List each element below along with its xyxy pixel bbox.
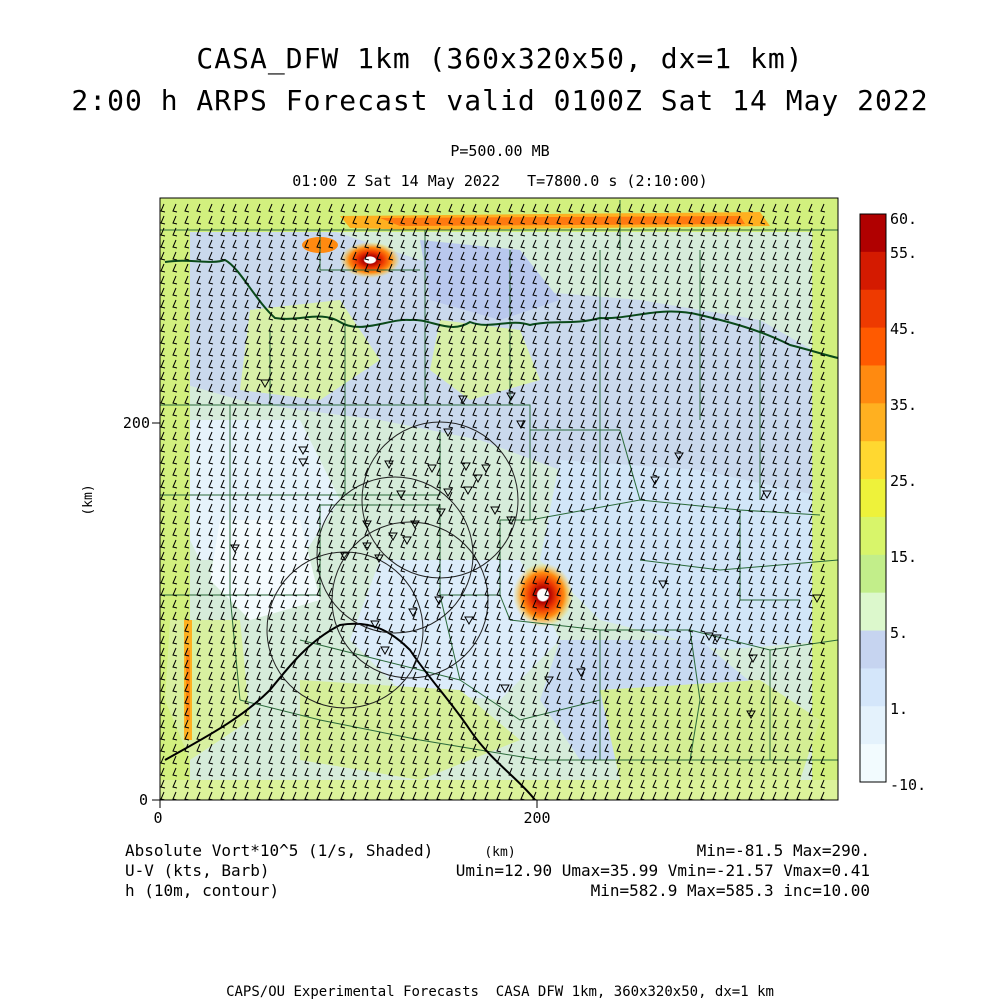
colorbar-swatch	[860, 744, 886, 782]
colorbar-swatch	[860, 668, 886, 706]
colorbar-swatch	[860, 517, 886, 555]
colorbar-label: 15.	[890, 548, 918, 566]
colorbar-swatch	[860, 706, 886, 744]
legend-height: h (10m, contour)	[125, 881, 280, 900]
colorbar-label: 25.	[890, 472, 918, 490]
footer-credit: CAPS/OU Experimental Forecasts CASA DFW 1km, 360x320x50, dx=1 km	[226, 984, 774, 1000]
colorbar-swatch	[860, 403, 886, 441]
colorbar-swatch	[860, 631, 886, 669]
legend-vorticity: Absolute Vort*10^5 (1/s, Shaded)	[125, 841, 434, 860]
colorbar-label: 1.	[890, 700, 909, 718]
colorbar-swatch	[860, 290, 886, 328]
colorbar-swatch	[860, 555, 886, 593]
plot-title-line2: 2:00 h ARPS Forecast valid 0100Z Sat 14 May 2022	[71, 84, 929, 117]
colorbar-swatch	[860, 328, 886, 366]
y-tick-0: 0	[138, 791, 148, 809]
colorbar-label: 55.	[890, 244, 918, 262]
colorbar-label: -10.	[890, 776, 927, 794]
colorbar-swatch	[860, 365, 886, 403]
colorbar-label: 45.	[890, 320, 918, 338]
colorbar-swatch	[860, 441, 886, 479]
y-tick-200: 200	[122, 414, 150, 432]
colorbar-labels	[890, 210, 926, 794]
colorbar-swatch	[860, 593, 886, 631]
valid-time-label: 01:00 Z Sat 14 May 2022 T=7800.0 s (2:10:00)	[292, 172, 708, 190]
colorbar-label: 60.	[890, 210, 918, 228]
legend-height-range: Min=582.9 Max=585.3 inc=10.00	[590, 881, 870, 900]
x-tick-0: 0	[153, 809, 163, 827]
pressure-level-label: P=500.00 MB	[450, 142, 550, 160]
plot-title-line1: CASA_DFW 1km (360x320x50, dx=1 km)	[196, 42, 804, 75]
x-axis-label: (km)	[484, 845, 516, 860]
y-axis-label: (km)	[81, 484, 96, 516]
legend-wind: U-V (kts, Barb)	[125, 861, 270, 880]
legend-vorticity-range: Min=-81.5 Max=290.	[696, 841, 870, 860]
colorbar-label: 5.	[890, 624, 909, 642]
colorbar-label: 35.	[890, 396, 918, 414]
colorbar-swatch	[860, 214, 886, 252]
legend-wind-range: Umin=12.90 Umax=35.99 Vmin=-21.57 Vmax=0.41	[455, 861, 870, 880]
colorbar-swatch	[860, 479, 886, 517]
colorbar-swatch	[860, 252, 886, 290]
x-tick-200: 200	[523, 809, 551, 827]
colorbar	[860, 214, 886, 783]
